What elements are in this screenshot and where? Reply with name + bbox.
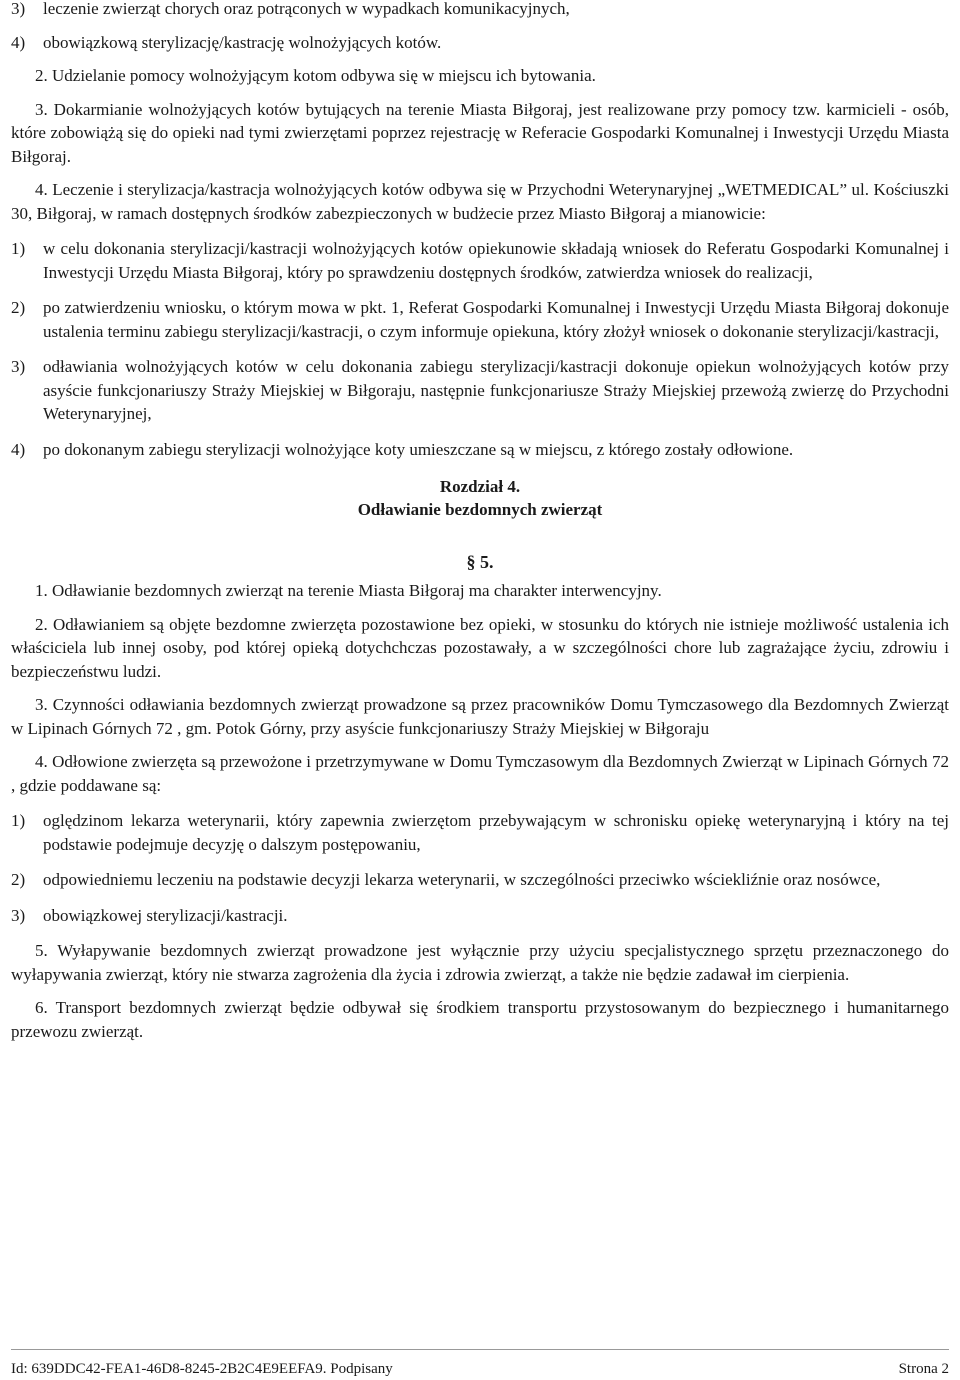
list-item-text: po dokonanym zabiegu sterylizacji wolnożyjące koty umieszczane są w miejscu, z którego zostały odłowione. xyxy=(43,439,794,459)
paragraph-4: 4. Leczenie i sterylizacja/kastracja wolnożyjących kotów odbywa się w Przychodni Weterynaryjnej „WETMEDICAL” ul. Kościuszki 30, Biłgoraj, w ramach dostępnych środków zabezpieczonych w budżecie przez Miasto Biłgoraj a mianowicie: xyxy=(11,180,949,223)
list-item-text: obowiązkowej sterylizacji/kastracji. xyxy=(43,905,288,925)
list-item xyxy=(11,31,949,55)
chapter-subtitle: Odławianie bezdomnych zwierząt xyxy=(357,500,603,519)
list-item-text: odławiania wolnożyjących kotów w celu dokonania zabiegu sterylizacji/kastracji dokonuje opiekun wolnożyjących kotów przy asyście funkcjonariuszy Straży Miejskiej w Biłgoraju, następnie funkcjonariusze Straży Miejskiej przewożą zwierzę do Przychodni Weterynaryjnej, xyxy=(43,357,949,423)
list-item-number: 3) xyxy=(11,0,26,18)
list-item xyxy=(11,237,949,284)
list-item-number: 3) xyxy=(11,905,26,925)
list-item-text: odpowiedniemu leczeniu na podstawie decyzji lekarza weterynarii, w szczególności przeciwko wściekliźnie oraz nosówce, xyxy=(43,870,881,889)
paragraph-3: 3. Dokarmianie wolnożyjących kotów bytujących na terenie Miasta Biłgoraj, jest realizowane przy pomocy tzw. karmicieli - osób, które zobowiążą się do opieki nad tymi zwierzętami poprzez rejestrację w Referacie Gospodarki Komunalnej i Inwestycji Urzędu Miasta Biłgoraj. xyxy=(11,99,949,166)
section-number: § 5. xyxy=(466,552,494,572)
document-page xyxy=(11,0,949,1043)
chapter-paragraph-4: 4. Odłowione zwierzęta są przewożone i przetrzymywane w Domu Tymczasowym dla Bezdomnych Zwierząt w Lipinach Górnych 72 , gdzie poddawane są: xyxy=(11,752,949,795)
list-item xyxy=(11,904,949,928)
list-item-number: 2) xyxy=(11,298,26,317)
list-item-text: obowiązkową sterylizację/kastrację wolnożyjących kotów. xyxy=(43,32,442,52)
list-item xyxy=(11,296,949,343)
list-item xyxy=(11,0,949,21)
list-item-text: w celu dokonania sterylizacji/kastracji wolnożyjących kotów opiekunowie składają wniosek do Referatu Gospodarki Komunalnej i Inwestycji Urzędu Miasta Biłgoraj, który po sprawdzeniu dostępnych środków, zatwierdza wniosek do realizacji, xyxy=(43,239,949,282)
page-number: Strona 2 xyxy=(898,1361,949,1377)
chapter-paragraph-2: 2. Odławianiem są objęte bezdomne zwierzęta pozostawione bez opieki, w stosunku do których nie istnieje możliwość ustalenia ich właściciela lub innej osoby, pod której opieką dotychchczas pozostawały, a w szczególności chore lub zagrażające życiu, zdrowiu i bezpieczeństwu ludzi. xyxy=(11,614,949,681)
chapter-paragraph-1: 1. Odławianie bezdomnych zwierząt na terenie Miasta Biłgoraj ma charakter interwencyjny. xyxy=(35,581,662,600)
list-item xyxy=(11,438,949,462)
footer-divider xyxy=(11,1349,949,1350)
paragraph-2: 2. Udzielanie pomocy wolnożyjącym kotom odbywa się w miejscu ich bytowania. xyxy=(35,66,596,85)
chapter-paragraph-3: 3. Czynności odławiania bezdomnych zwierząt prowadzone są przez pracowników Domu Tymczasowego dla Bezdomnych Zwierząt w Lipinach Górnych 72 , gm. Potok Górny, przy asyście funkcjonariuszy Straży Miejskiej w Biłgoraju xyxy=(11,695,949,738)
list-item-number: 1) xyxy=(11,239,26,258)
list-item-text: oględzinom lekarza weterynarii, który zapewnia zwierzętom przebywającym w schronisku opiekę weterynaryjną i który na tej podstawie podejmuje decyzję o dalszym postępowaniu, xyxy=(43,811,949,854)
list-item-text: leczenie zwierząt chorych oraz potrąconych w wypadkach komunikacyjnych, xyxy=(43,0,570,18)
list-item xyxy=(11,809,949,856)
chapter-title: Rozdział 4. xyxy=(439,477,521,496)
list-item-number: 4) xyxy=(11,439,26,459)
page-footer xyxy=(11,1359,949,1379)
list-item xyxy=(11,868,949,892)
chapter-paragraph-6: 6. Transport bezdomnych zwierząt będzie odbywał się środkiem transportu przystosowanym do bezpiecznego i humanitarnego przewozu zwierząt. xyxy=(11,998,949,1041)
list-item-number: 2) xyxy=(11,870,26,889)
list-item-number: 1) xyxy=(11,811,26,830)
list-item-text: po zatwierdzeniu wniosku, o którym mowa w pkt. 1, Referat Gospodarki Komunalnej i Inwestycji Urzędu Miasta Biłgoraj dokonuje ustalenia terminu zabiegu sterylizacji/kastracji, o czym informuje opiekuna, który złożył wniosek o dokonanie sterylizacji/kastracji, xyxy=(43,298,949,341)
document-id: Id: 639DDC42-FEA1-46D8-8245-2B2C4E9EEFA9. Podpisany xyxy=(11,1361,393,1377)
chapter-paragraph-5: 5. Wyłapywanie bezdomnych zwierząt prowadzone jest wyłącznie przy użyciu specjalistycznego sprzętu przeznaczonego do wyłapywania zwierząt, który nie stwarza zagrożenia dla życia i zdrowia zwierząt, a także nie będzie zadawał im cierpienia. xyxy=(11,941,949,984)
list-item-number: 3) xyxy=(11,357,26,376)
list-item xyxy=(11,355,949,426)
list-item-number: 4) xyxy=(11,32,26,52)
